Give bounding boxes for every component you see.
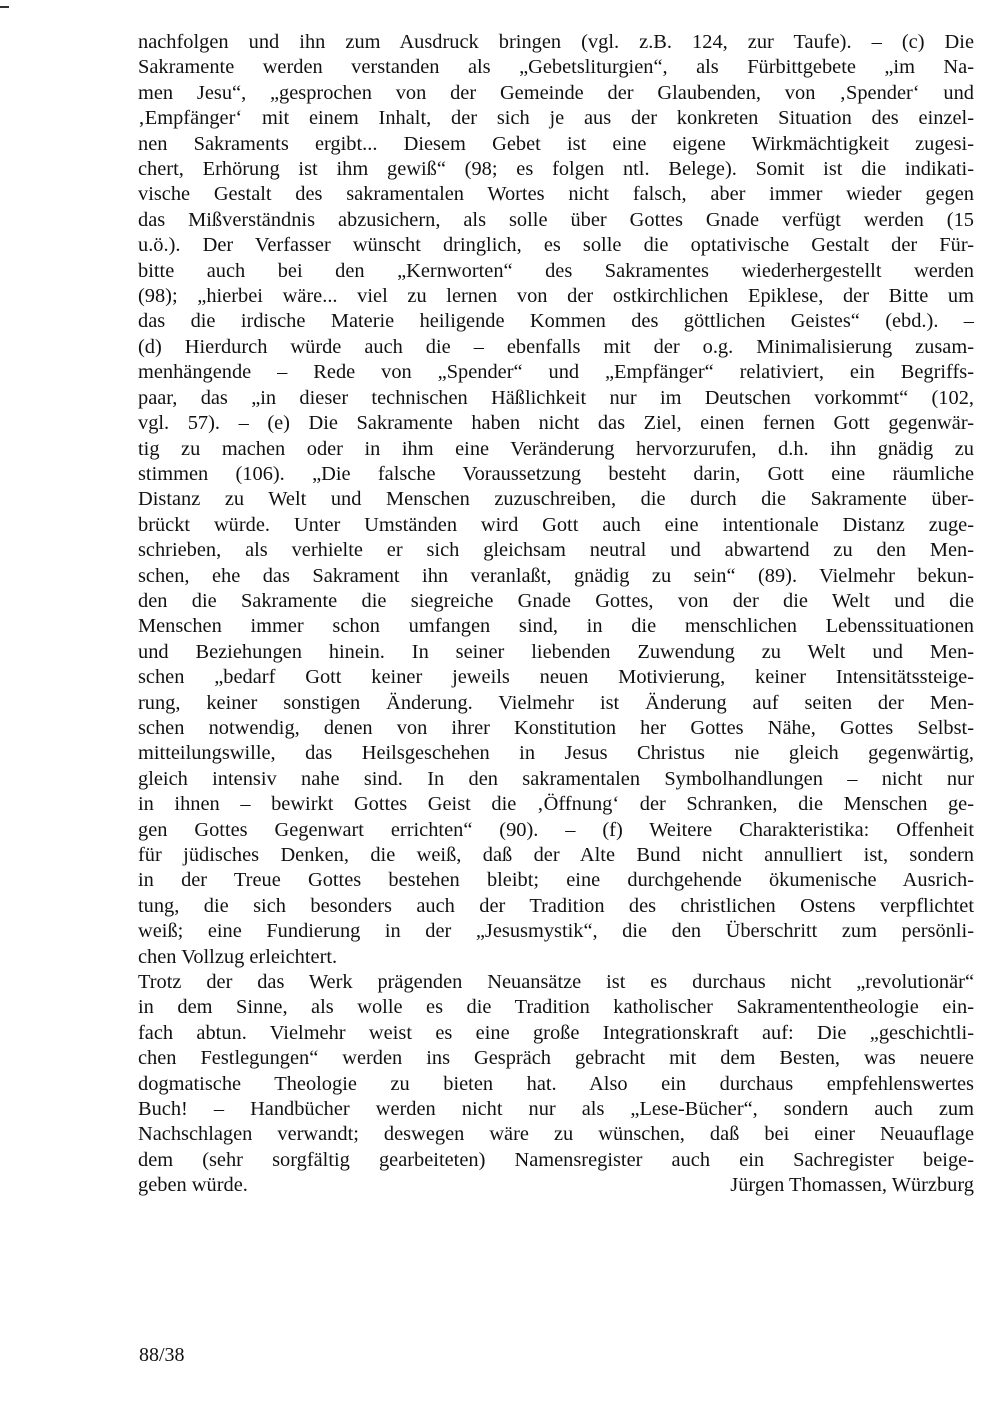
text-line: tung, die sich besonders auch der Tradition des christlichen Ostens verpflichtet <box>138 894 974 917</box>
text-line: in ihnen – bewirkt Gottes Geist die ‚Öffnung‘ der Schranken, die Menschen ge- <box>138 793 974 816</box>
text-line: und Beziehungen hinein. In seiner liebenden Zuwendung zu Welt und Men- <box>138 640 974 663</box>
text-line: ‚Empfänger‘ mit einem Inhalt, der sich je aus der konkreten Situation des einzel- <box>138 107 974 130</box>
text-line: Trotz der das Werk prägenden Neuansätze ist es durchaus nicht „revolutionär“ <box>138 971 974 994</box>
text-line: (d) Hierdurch würde auch die – ebenfalls mit der o.g. Minimalisierung zusam- <box>138 335 974 358</box>
text-line: (98); „hierbei wäre... viel zu lernen von der ostkirchlichen Epiklese, der Bitte um <box>138 285 974 308</box>
text-line: men Jesu“, „gesprochen von der Gemeinde der Glaubenden, von ‚Spender‘ und <box>138 81 974 104</box>
text-line: für jüdisches Denken, die weiß, daß der Alte Bund nicht annulliert ist, sondern <box>138 844 974 866</box>
text-line: menhängende – Rede von „Spender“ und „Empfänger“ relativiert, ein Begriffs- <box>138 361 974 384</box>
text-line: Nachschlagen verwandt; deswegen wäre zu wünschen, daß bei einer Neuauflage <box>138 1123 974 1146</box>
text-line: den die Sakramente die siegreiche Gnade Gottes, von der die Welt und die <box>138 589 974 612</box>
text-line: schen, ehe das Sakrament ihn veranlaßt, gnädig zu sein“ (89). Vielmehr bekun- <box>138 564 974 587</box>
closing-line <box>138 1173 974 1198</box>
text-line: dogmatische Theologie zu bieten hat. Also ein durchaus empfehlenswertes <box>138 1072 974 1095</box>
text-line: nachfolgen und ihn zum Ausdruck bringen (vgl. z.B. 124, zur Taufe). – (c) Die <box>138 31 974 53</box>
text-line: Sakramente werden verstanden als „Gebetsliturgien“, als Fürbittgebete „im Na- <box>138 56 974 79</box>
text-line: nen Sakraments ergibt... Diesem Gebet ist eine eigene Wirkmächtigkeit zugesi- <box>138 132 974 155</box>
text-line: Menschen immer schon umfangen sind, in die menschlichen Lebenssituationen <box>138 615 974 638</box>
text-line: mitteilungswille, das Heilsgeschehen in Jesus Christus nie gleich gegenwärtig, <box>138 742 974 765</box>
text-line: schen „bedarf Gott keiner jeweils neuen Motivierung, keiner Intensitätssteige- <box>138 666 974 689</box>
text-line: u.ö.). Der Verfasser wünscht dringlich, es solle die optativische Gestalt der Für- <box>138 234 974 257</box>
text-line: dem (sehr sorgfältig gearbeiteten) Namensregister auch ein Sachregister beige- <box>138 1148 974 1171</box>
text-line: schrieben, als verhielte er sich gleichsam neutral und abwartend zu den Men- <box>138 539 974 562</box>
text-line: brückt würde. Unter Umständen wird Gott auch eine intentionale Distanz zuge- <box>138 513 974 536</box>
text-line: fach abtun. Vielmehr weist es eine große Integrationskraft auf: Die „geschichtli- <box>138 1021 974 1044</box>
text-line: schen notwendig, denen von ihrer Konstitution her Gottes Nähe, Gottes Selbst- <box>138 716 974 739</box>
text-line: bitte auch bei den „Kernworten“ des Sakramentes wiederhergestellt werden <box>138 259 974 282</box>
scan-corner-mark <box>0 6 9 8</box>
text-line: das Mißverständnis abzusichern, als solle über Gottes Gnade verfügt werden (15 <box>138 208 974 231</box>
text-line: gen Gottes Gegenwart errichten“ (90). – (f) Weitere Charakteristika: Offenheit <box>138 818 974 841</box>
text-line: das die irdische Materie heiligende Kommen des göttlichen Geistes“ (ebd.). – <box>138 310 974 333</box>
text-line: tig zu machen oder in ihm eine Veränderung hervorzurufen, d.h. ihn gnädig zu <box>138 437 974 460</box>
text-line: chert, Erhörung ist ihm gewiß“ (98; es folgen ntl. Belege). Somit ist die indikati- <box>138 158 974 181</box>
text-line: paar, das „in dieser technischen Häßlichkeit nur im Deutschen vorkommt“ (102, <box>138 386 974 409</box>
closing-text: geben würde. <box>138 1174 248 1197</box>
text-line: in der Treue Gottes bestehen bleibt; eine durchgehende ökumenische Ausrich- <box>138 869 974 892</box>
text-line: in dem Sinne, als wolle es die Tradition katholischer Sakramententheologie ein- <box>138 996 974 1019</box>
text-line: vische Gestalt des sakramentalen Wortes nicht falsch, aber immer wieder gegen <box>138 183 974 206</box>
text-line: weiß; eine Fundierung in der „Jesusmystik“, die den Überschritt zum persönli- <box>138 920 974 943</box>
text-line: chen Festlegungen“ werden ins Gespräch gebracht mit dem Besten, was neuere <box>138 1047 974 1070</box>
page-number: 88/38 <box>139 1344 185 1366</box>
text-line: vgl. 57). – (e) Die Sakramente haben nicht das Ziel, einen fernen Gott gegenwär- <box>138 412 974 435</box>
text-line: chen Vollzug erleichtert. <box>138 945 338 968</box>
text-line: stimmen (106). „Die falsche Voraussetzung besteht darin, Gott eine räumliche <box>138 462 974 485</box>
text-line: Distanz zu Welt und Menschen zuzuschreiben, die durch die Sakramente über- <box>138 488 974 511</box>
text-line: gleich intensiv nahe sind. In den sakramentalen Symbolhandlungen – nicht nur <box>138 767 974 790</box>
text-line: Buch! – Handbücher werden nicht nur als „Lese-Bücher“, sondern auch zum <box>138 1098 974 1121</box>
text-line: rung, keiner sonstigen Änderung. Vielmehr ist Änderung auf seiten der Men- <box>138 691 974 714</box>
reviewer-signature: Jürgen Thomassen, Würzburg <box>730 1174 974 1197</box>
review-text-block <box>138 30 974 1199</box>
